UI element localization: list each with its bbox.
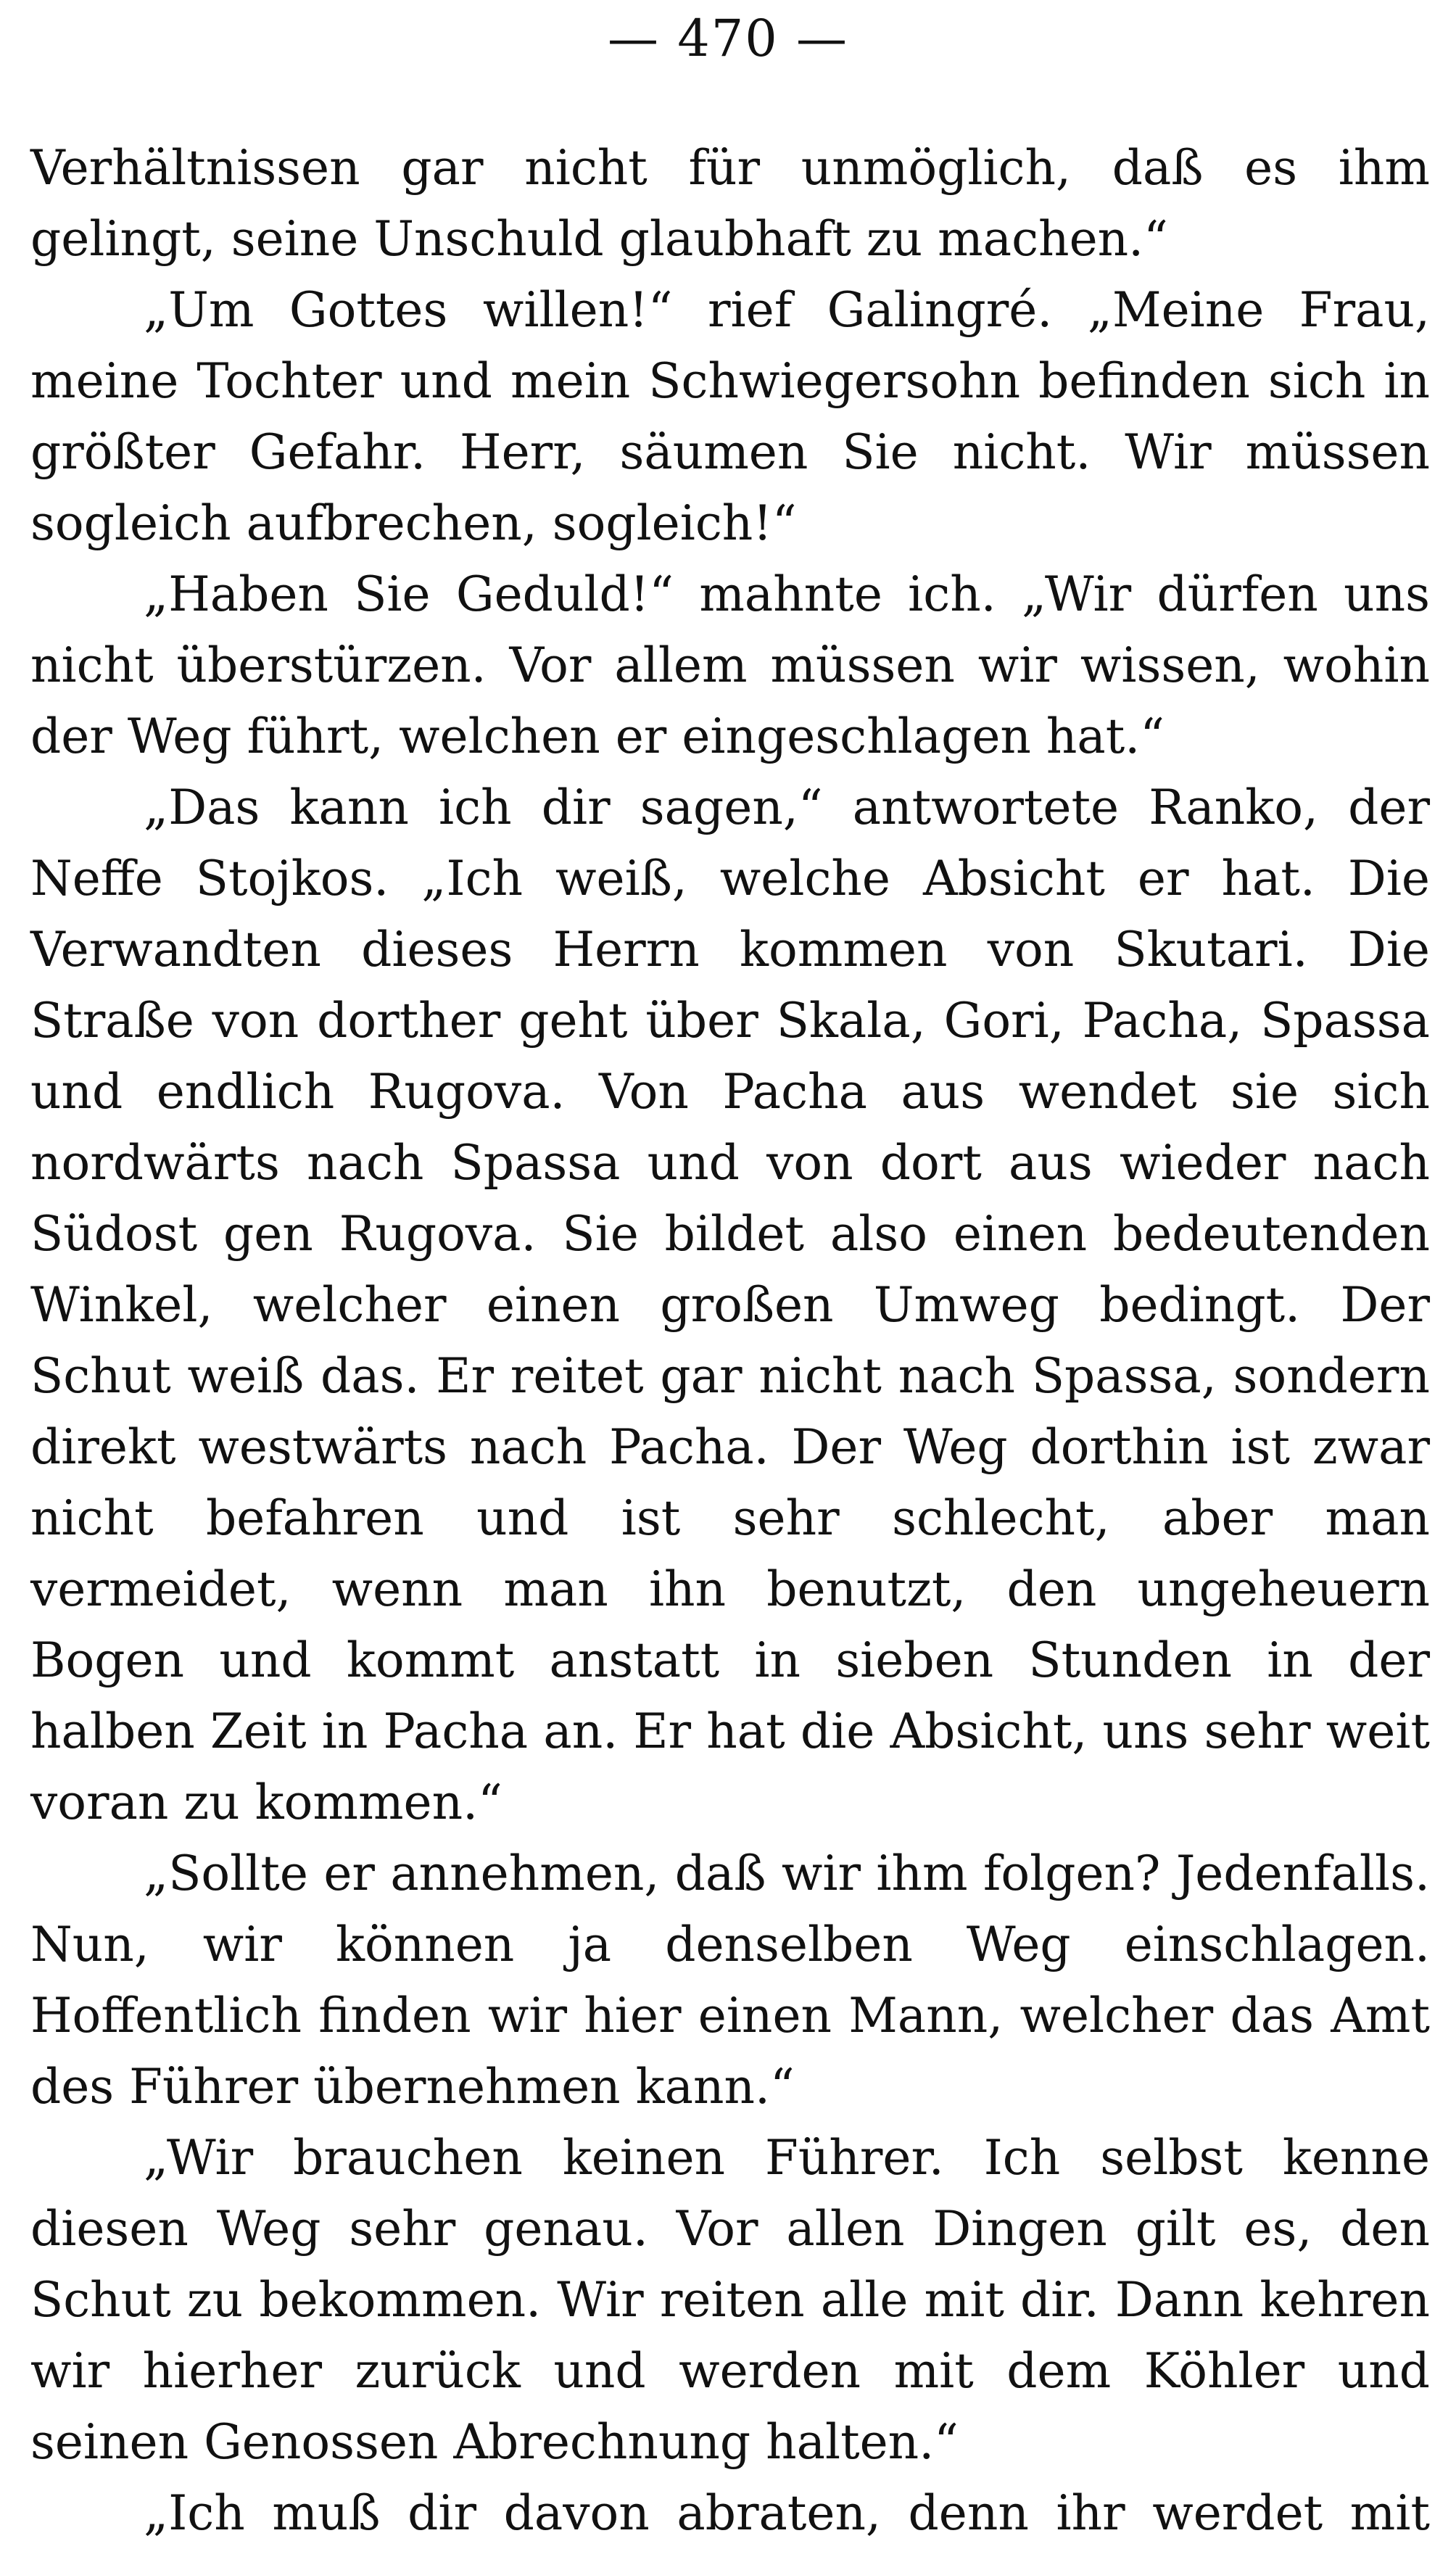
paragraph-4: „Das kann ich dir sagen,“ antwortete Ranko, der Neffe Stojkos. „Ich weiß, welche Absicht er hat. Die Verwandten dieses Herrn kommen von Skutari. Die Straße von dorther geht über Skala, Gori, Pacha, Spassa und endlich Rugova. Von Pacha aus wendet sie sich nordwärts nach Spassa und von dort aus wieder nach Südost gen Rugova. Sie bildet also einen bedeutenden Winkel, welcher einen großen Umweg bedingt. Der Schut weiß das. Er reitet gar nicht nach Spassa, sondern direkt westwärts nach Pacha. Der Weg dorthin ist zwar nicht befahren und ist sehr schlecht, aber man vermeidet, wenn man ihn benutzt, den ungeheuern Bogen und kommt anstatt in sieben Stunden in der halben Zeit in Pacha an. Er hat die Absicht, uns sehr weit voran zu kommen.“ bbox=[30, 780, 1430, 1830]
paragraph-7: „Ich muß dir davon abraten, denn ihr werdet mit bbox=[144, 2485, 1430, 2541]
body-text bbox=[30, 133, 1430, 2549]
paragraph-1: Verhältnissen gar nicht für unmöglich, daß es ihm gelingt, seine Unschuld glaubhaft zu machen.“ bbox=[30, 140, 1430, 267]
paragraph-5: „Sollte er annehmen, daß wir ihm folgen? Jedenfalls. Nun, wir können ja denselben Weg einschlagen. Hoffentlich finden wir hier einen Mann, welcher das Amt des Führer übernehmen kann.“ bbox=[30, 1846, 1430, 2115]
paragraph-2: „Um Gottes willen!“ rief Galingré. „Meine Frau, meine Tochter und mein Schwiegersohn befinden sich in größter Gefahr. Herr, säumen Sie nicht. Wir müssen sogleich aufbrechen, sogleich!“ bbox=[30, 282, 1430, 551]
page-number: — 470 — bbox=[607, 9, 849, 68]
paragraph-3: „Haben Sie Geduld!“ mahnte ich. „Wir dürfen uns nicht überstürzen. Vor allem müssen wir wissen, wohin der Weg führt, welchen er eingeschlagen hat.“ bbox=[30, 566, 1430, 764]
paragraph-6: „Wir brauchen keinen Führer. Ich selbst kenne diesen Weg sehr genau. Vor allen Dingen gilt es, den Schut zu bekommen. Wir reiten alle mit dir. Dann kehren wir hierher zurück und werden mit dem Köhler und seinen Genossen Abrechnung halten.“ bbox=[30, 2130, 1430, 2470]
